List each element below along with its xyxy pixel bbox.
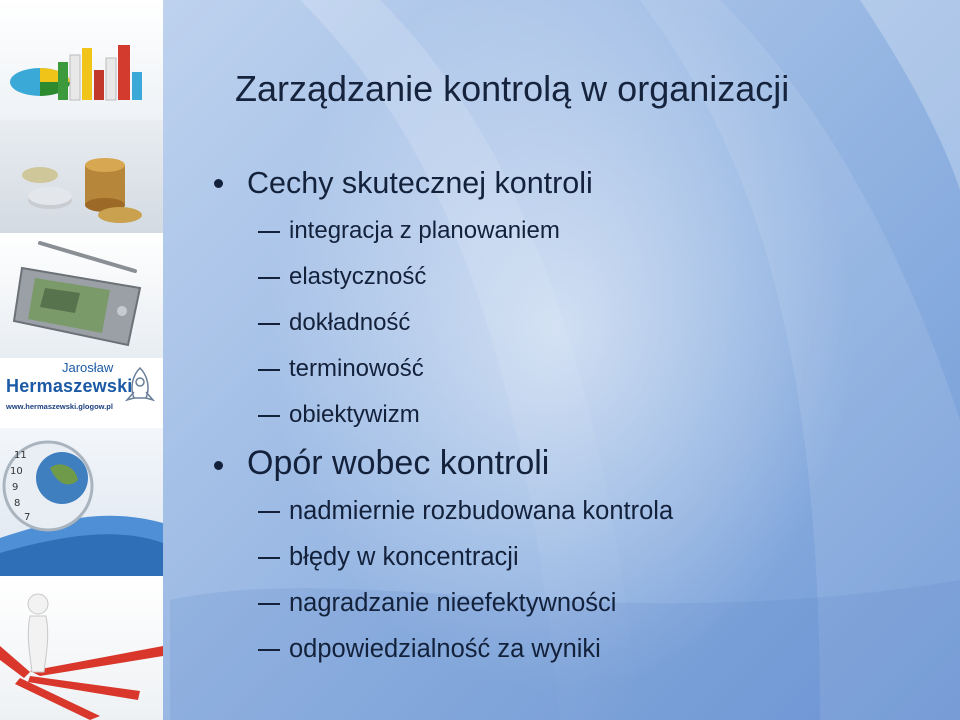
list-item [210,488,950,534]
list-item-text: elastyczność [289,263,427,290]
dash-icon [258,323,280,325]
dash-icon [258,415,280,417]
slide-title: Zarządzanie kontrolą w organizacji [235,68,790,109]
dash-icon [258,511,280,513]
logo-first-name: Jarosław [62,360,114,375]
resistance-list [210,488,950,672]
bullet-icon [214,179,223,188]
slide-content [210,158,950,676]
svg-text:8: 8 [14,498,21,509]
dash-icon [258,649,280,651]
svg-text:11: 11 [14,450,27,461]
features-list [210,208,950,438]
list-item-text: nadmiernie rozbudowana kontrola [289,497,674,525]
list-item [210,392,950,438]
list-item [210,208,950,254]
svg-text:7: 7 [24,512,31,523]
clock-globe-image [0,428,163,576]
list-item-text: błędy w koncentracji [289,543,519,571]
list-item-text: nagradzanie nieefektywności [289,589,617,617]
list-item-text: odpowiedzialność za wyniki [289,635,601,663]
pda-image [0,233,163,358]
dash-icon [258,603,280,605]
svg-text:10: 10 [10,466,23,477]
sidebar-collage [0,0,163,720]
section-heading-resistance [210,442,950,484]
list-item-text: terminowość [289,355,424,382]
section-heading-features [210,162,950,204]
logo-last-name: Hermaszewski [6,376,133,396]
rocket-icon [122,366,158,406]
section-heading-text: Cechy skutecznej kontroli [247,166,593,200]
dash-icon [258,369,280,371]
list-item [210,300,950,346]
dash-icon [258,231,280,233]
list-item [210,254,950,300]
dash-icon [258,557,280,559]
list-item-text: integracja z planowaniem [289,217,560,244]
list-item [210,534,950,580]
author-logo [0,358,163,428]
list-item [210,626,950,672]
dash-icon [258,277,280,279]
list-item-text: dokładność [289,309,411,336]
section-heading-text: Opór wobec kontroli [247,444,550,482]
thinking-man-image [0,576,163,720]
coins-image [0,120,163,233]
list-item [210,580,950,626]
chart-image [0,0,163,120]
bullet-icon [214,461,223,470]
list-item-text: obiektywizm [289,401,420,428]
svg-text:9: 9 [12,482,19,493]
list-item [210,346,950,392]
logo-url: www.hermaszewski.glogow.pl [6,402,113,411]
